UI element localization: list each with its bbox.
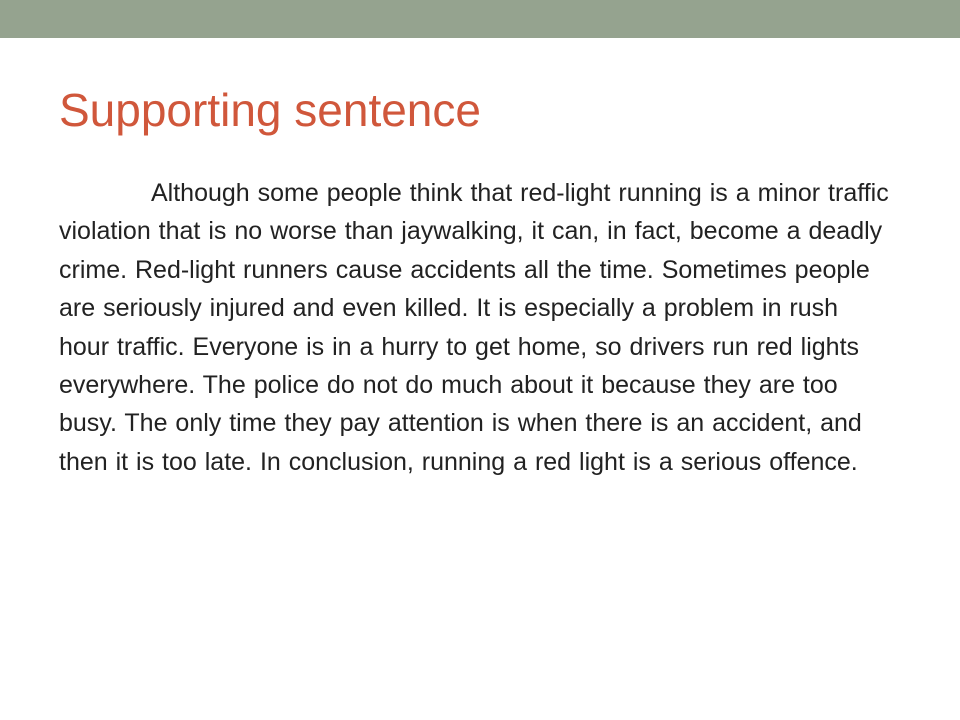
slide-title: Supporting sentence <box>59 84 481 136</box>
slide-top-bar <box>0 0 960 38</box>
slide-body-paragraph: Although some people think that red-light running is a minor traffic violation that is no worse than jaywalking, it can, in fact, become a deadly crime. Red-light runners cause accidents all the time. Sometimes people are seriously injured and even killed. It is especially a problem in rush hour traffic. Everyone is in a hurry to get home, so drivers run red lights everywhere. The police do not do much about it because they are too busy. The only time they pay attention is when there is an accident, and then it is too late. In conclusion, running a red light is a serious offence. <box>59 179 889 476</box>
